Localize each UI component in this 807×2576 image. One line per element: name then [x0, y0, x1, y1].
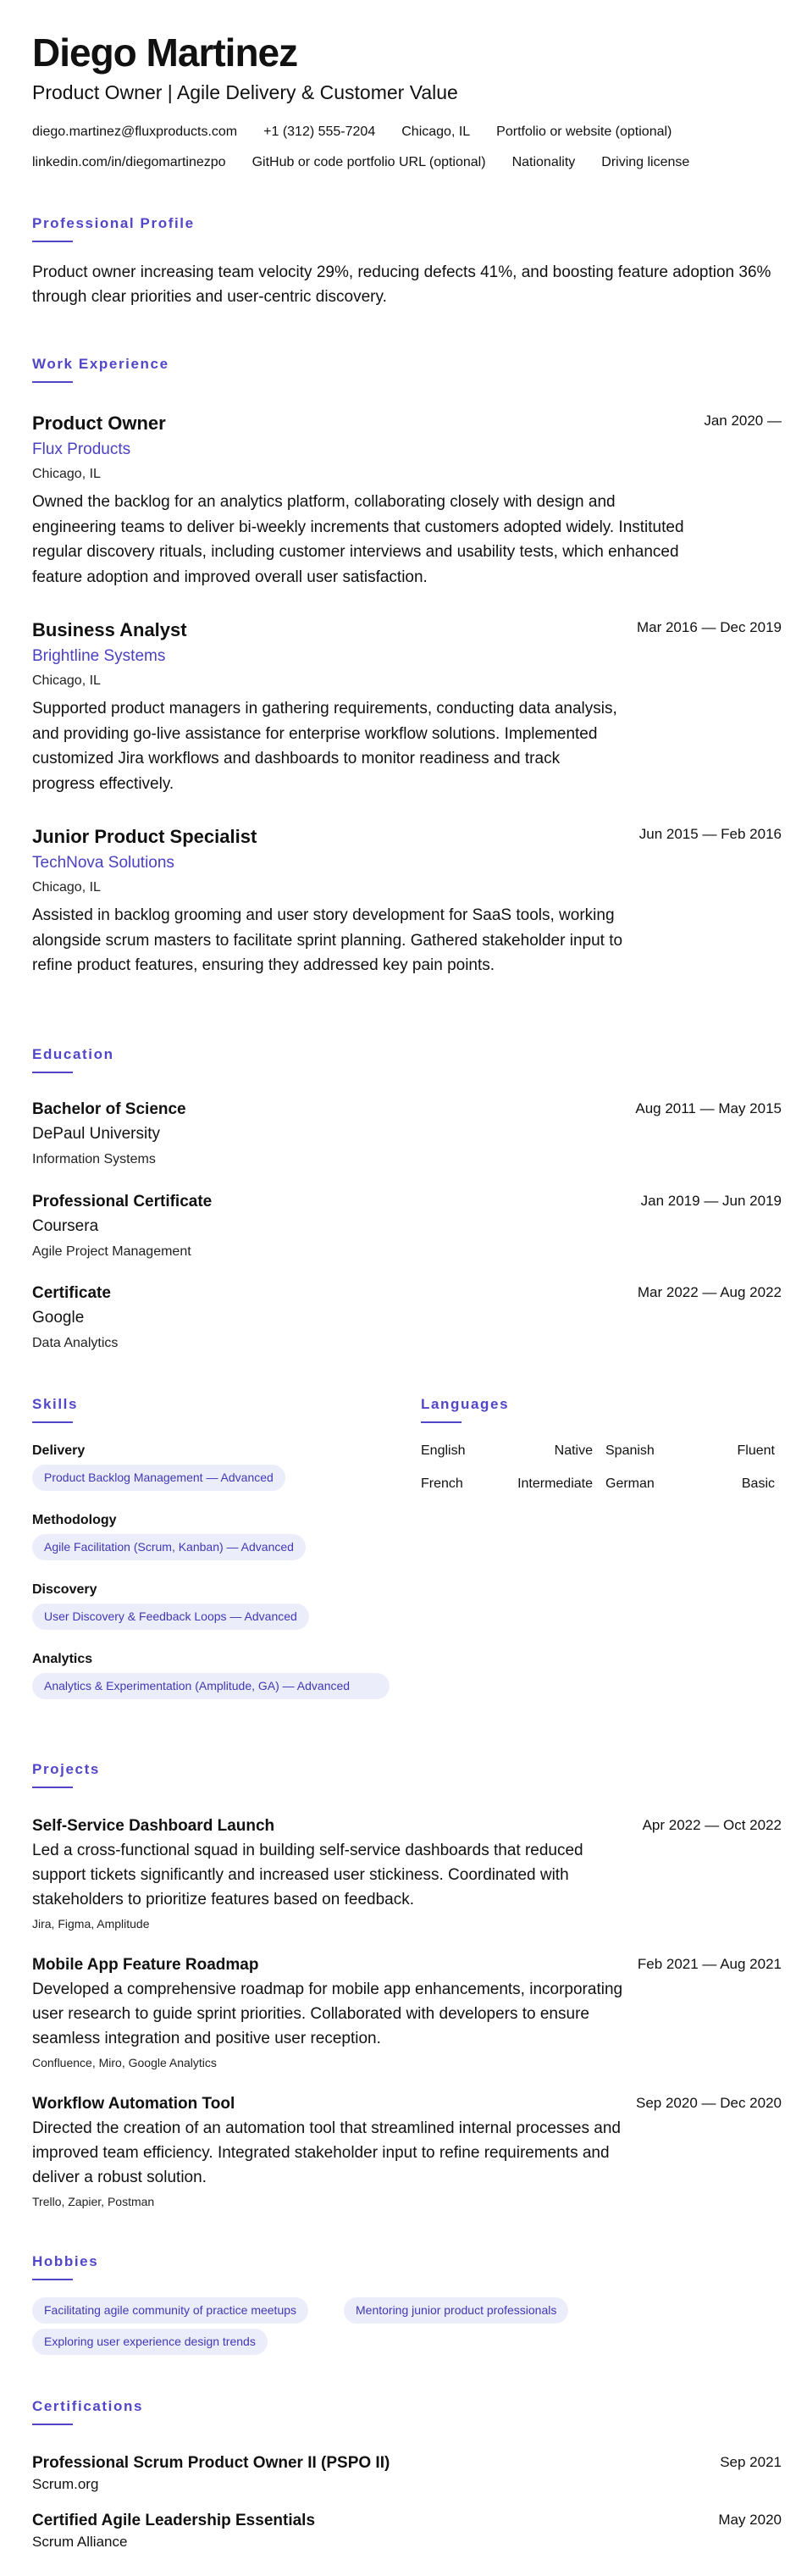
project-description: Developed a comprehensive roadmap for mobile app enhancements, incorporating user research to guide sprint priorities. Collaborated with developers to ensure seamless integration and positive user reception.	[32, 1980, 623, 2047]
email-link[interactable]: diego.martinez@fluxproducts.com	[32, 125, 238, 139]
github-link[interactable]: GitHub or code portfolio URL (optional)	[251, 155, 486, 169]
section-title-education: Education	[32, 1046, 114, 1062]
edu-degree: Bachelor of Science	[32, 1100, 186, 1118]
section-rule	[32, 2424, 73, 2425]
job-title: Business Analyst	[32, 619, 187, 640]
cert-issuer: Scrum.org	[32, 2476, 99, 2492]
section-rule	[421, 1421, 462, 1423]
job-title: Junior Product Specialist	[32, 826, 257, 847]
language-name: English	[421, 1443, 466, 1458]
job-location: Chicago, IL	[32, 673, 101, 688]
section-rule	[32, 1421, 73, 1423]
language-name: German	[605, 1476, 655, 1491]
project-description: Led a cross-functional squad in building self-service dashboards that reduced support tickets significantly and increased user stickiness. Coordinated with stakeholders to prioritize features based on feedback.	[32, 1842, 583, 1908]
section-rule	[32, 241, 73, 242]
job-description: Assisted in backlog grooming and user story development for SaaS tools, working alongside scrum masters to facilitate sprint planning. Gathered stakeholder input to refine product features, ensuring they addressed key pain points.	[32, 906, 623, 974]
section-title-projects: Projects	[32, 1761, 100, 1777]
project-name: Workflow Automation Tool	[32, 2095, 235, 2113]
hobby-chip: Exploring user experience design trends	[32, 2329, 268, 2355]
cert-name: Certified Agile Leadership Essentials	[32, 2512, 316, 2529]
edu-dates: Aug 2011 — May 2015	[635, 1100, 782, 1116]
edu-school: Google	[32, 1309, 85, 1327]
hobby-chip: Mentoring junior product professionals	[344, 2297, 568, 2324]
skill-chip: Product Backlog Management — Advanced	[32, 1465, 285, 1491]
section-title-profile: Professional Profile	[32, 215, 195, 231]
edu-field: Data Analytics	[32, 1336, 119, 1350]
edu-degree: Certificate	[32, 1284, 111, 1302]
job-description: Owned the backlog for an analytics platform, collaborating closely with design and engineering teams to deliver bi-weekly increments that customers adopted widely. Instituted regular discovery rituals, including customer interviews and usability tests, which enhanced feature adoption and improved overall user satisfaction.	[32, 493, 684, 586]
language-level: Native	[554, 1443, 593, 1458]
section-rule	[32, 381, 73, 383]
project-name: Self-Service Dashboard Launch	[32, 1817, 275, 1835]
hobby-chip: Facilitating agile community of practice meetups	[32, 2297, 308, 2324]
portfolio-link[interactable]: Portfolio or website (optional)	[496, 125, 672, 139]
edu-field: Information Systems	[32, 1152, 156, 1166]
section-rule	[32, 1787, 73, 1788]
skill-category: Methodology	[32, 1513, 117, 1527]
job-company: Brightline Systems	[32, 647, 166, 665]
edu-degree: Professional Certificate	[32, 1193, 213, 1210]
cert-date: Sep 2021	[720, 2454, 782, 2470]
language-name: Spanish	[605, 1443, 655, 1458]
job-location: Chicago, IL	[32, 467, 101, 481]
skill-chip: Agile Facilitation (Scrum, Kanban) — Advanced	[32, 1534, 306, 1560]
project-dates: Sep 2020 — Dec 2020	[635, 2095, 782, 2111]
project-tech: Jira, Figma, Amplitude	[32, 1917, 150, 1931]
edu-dates: Mar 2022 — Aug 2022	[637, 1284, 782, 1300]
skill-category: Discovery	[32, 1582, 97, 1597]
project-tech: Trello, Zapier, Postman	[32, 2195, 155, 2208]
job-title: Product Owner	[32, 413, 166, 434]
edu-field: Agile Project Management	[32, 1244, 191, 1259]
job-dates: Jan 2020 —	[704, 413, 782, 429]
candidate-headline: Product Owner | Agile Delivery & Customer Value	[32, 81, 458, 103]
job-description: Supported product managers in gathering requirements, conducting data analysis, and providing go-live assistance for enterprise workflow solutions. Implemented customized Jira workflows and dashboards to monitor readiness and track progress effectively.	[32, 700, 617, 793]
job-location: Chicago, IL	[32, 880, 101, 895]
section-title-hobbies: Hobbies	[32, 2253, 99, 2269]
cert-date: May 2020	[718, 2512, 782, 2528]
contact-row-1	[32, 123, 698, 141]
section-rule	[32, 1072, 73, 1073]
project-name: Mobile App Feature Roadmap	[32, 1956, 259, 1974]
project-description: Directed the creation of an automation tool that streamlined internal processes and improved team efficiency. Integrated stakeholder input to refine requirements and deliver a robust solution.	[32, 2119, 621, 2186]
project-dates: Feb 2021 — Aug 2021	[637, 1956, 782, 1972]
edu-dates: Jan 2019 — Jun 2019	[640, 1193, 782, 1209]
edu-school: Coursera	[32, 1217, 99, 1235]
job-company: Flux Products	[32, 440, 131, 458]
section-title-certifications: Certifications	[32, 2398, 144, 2414]
candidate-name: Diego Martinez	[32, 30, 298, 75]
cert-issuer: Scrum Alliance	[32, 2534, 128, 2550]
profile-summary: Product owner increasing team velocity 29%, reducing defects 41%, and boosting feature adoption 36% through clear priorities and user-centric discovery.	[32, 263, 771, 306]
phone-text[interactable]: +1 (312) 555-7204	[263, 125, 376, 139]
project-dates: Apr 2022 — Oct 2022	[642, 1817, 782, 1833]
language-name: French	[421, 1476, 463, 1491]
job-dates: Mar 2016 — Dec 2019	[636, 619, 782, 635]
skill-chip: Analytics & Experimentation (Amplitude, GA) — Advanced	[32, 1673, 390, 1699]
section-title-skills: Skills	[32, 1396, 79, 1412]
section-title-languages: Languages	[421, 1396, 510, 1412]
location-text: Chicago, IL	[401, 125, 471, 139]
edu-school: DePaul University	[32, 1125, 160, 1143]
skill-chip: User Discovery & Feedback Loops — Advanced	[32, 1604, 309, 1630]
linkedin-link[interactable]: linkedin.com/in/diegomartinezpo	[32, 155, 226, 169]
driving-license-text: Driving license	[601, 155, 690, 169]
language-level: Intermediate	[517, 1476, 593, 1491]
contact-row-2	[32, 153, 716, 172]
skill-category: Analytics	[32, 1652, 93, 1666]
language-level: Fluent	[737, 1443, 775, 1458]
cert-name: Professional Scrum Product Owner II (PSPO II)	[32, 2454, 390, 2472]
section-title-experience: Work Experience	[32, 356, 169, 372]
nationality-text: Nationality	[511, 155, 576, 169]
project-tech: Confluence, Miro, Google Analytics	[32, 2056, 217, 2069]
language-level: Basic	[741, 1476, 775, 1491]
skill-category: Delivery	[32, 1443, 86, 1458]
job-dates: Jun 2015 — Feb 2016	[638, 826, 782, 842]
section-rule	[32, 2279, 73, 2280]
job-company: TechNova Solutions	[32, 854, 174, 872]
